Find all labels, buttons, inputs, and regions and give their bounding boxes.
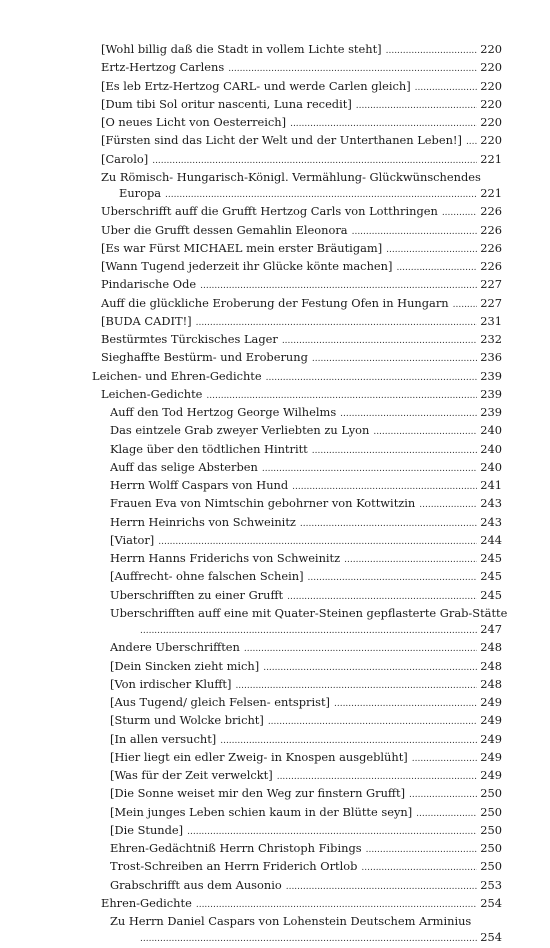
dot-leader (140, 623, 477, 639)
toc-entry-page-number: 220 (480, 133, 502, 148)
toc-entry[interactable] (0, 858, 502, 876)
toc-entry[interactable] (0, 313, 502, 331)
dot-leader (386, 43, 478, 59)
toc-entry-page-number: 226 (480, 222, 502, 237)
toc-entry-title: [Wann Tugend jederzeit ihr Glücke könte machen] (101, 259, 393, 273)
dot-leader (286, 879, 478, 895)
dot-leader (366, 842, 478, 858)
toc-entry-page-number: 248 (480, 658, 502, 673)
toc-entry-title: Herrn Hanns Friderichs von Schweinitz (110, 551, 341, 565)
toc-entry-title: [Auffrecht- ohne falschen Schein] (110, 569, 304, 584)
toc-entry[interactable] (0, 59, 502, 77)
dot-leader (312, 443, 477, 459)
toc-entry[interactable] (0, 222, 502, 240)
toc-entry-title: Ehren-Gedichte (101, 895, 192, 910)
toc-entry-title: [Carolo] (101, 151, 149, 166)
dot-leader (277, 769, 478, 785)
toc-entry-title: Leichen- und Ehren-Gedichte (92, 368, 262, 383)
dot-leader (200, 278, 477, 294)
toc-entry[interactable] (0, 258, 502, 276)
toc-entry[interactable] (0, 276, 502, 294)
toc-entry-title: Uberschrifften auff eine mit Quater-Steinen gepflasterte Grab-Stätte (110, 605, 508, 620)
dot-leader (419, 497, 477, 513)
dot-leader (282, 333, 477, 349)
toc-entry-page-number: 250 (480, 804, 502, 819)
toc-entry-page-number: 239 (480, 405, 502, 419)
toc-entry-title: [Fürsten sind das Licht der Welt und der Unterthanen Leben!] (101, 133, 462, 148)
toc-entry[interactable] (0, 477, 502, 495)
toc-entry-page-number: 249 (480, 695, 502, 709)
dot-leader (152, 153, 477, 169)
toc-entry-title-continuation: Europa (119, 186, 162, 200)
toc-entry-page-number: 236 (480, 350, 502, 365)
dot-leader (290, 116, 477, 132)
toc-entry-title: Auff das selige Absterben (110, 459, 258, 474)
toc-entry[interactable] (0, 441, 502, 459)
toc-entry-title: [Mein junges Leben schien kaum in der Blütte seyn] (110, 804, 413, 819)
toc-entry[interactable] (0, 658, 502, 676)
dot-leader (308, 570, 478, 586)
toc-entry-page-number: 253 (480, 877, 502, 892)
toc-entry-page-number: 243 (480, 514, 502, 529)
toc-entry-page-number: 231 (480, 313, 502, 328)
toc-entry[interactable] (0, 785, 502, 803)
toc-entry-page-number: 226 (480, 204, 502, 219)
toc-entry-page-number: 248 (480, 640, 502, 655)
toc-entry[interactable] (0, 767, 502, 785)
toc-entry[interactable] (0, 913, 502, 948)
toc-entry-page-number: 245 (480, 587, 502, 602)
toc-entry[interactable] (0, 404, 502, 422)
toc-entry[interactable] (0, 151, 502, 169)
toc-entry-page-number: 249 (480, 768, 502, 782)
toc-entry-page-number: 250 (480, 786, 502, 801)
toc-entry-page-number: 254 (480, 930, 502, 945)
toc-entry[interactable] (0, 295, 502, 313)
toc-entry-page-number: 244 (480, 532, 502, 547)
toc-entry-title: [Es war Fürst MICHAEL mein erster Bräutigam] (101, 240, 383, 255)
toc-entry[interactable] (0, 694, 502, 712)
toc-entry-title: [Die Stunde] (110, 822, 184, 837)
toc-entry[interactable] (0, 749, 502, 767)
dot-leader (266, 370, 478, 386)
table-of-contents (0, 41, 550, 948)
toc-entry[interactable] (0, 568, 502, 586)
toc-entry-page-number: 220 (480, 42, 502, 56)
toc-entry[interactable] (0, 840, 502, 858)
toc-entry-page-number: 249 (480, 731, 502, 746)
toc-entry-title: [Viator] (110, 532, 155, 547)
toc-entry-title: Leichen-Gedichte (101, 386, 203, 401)
toc-entry-title: Trost-Schreiben an Herrn Friderich Ortlob (110, 859, 358, 874)
dot-leader (187, 824, 477, 840)
toc-entry[interactable] (0, 639, 502, 657)
toc-entry-title: [Was für der Zeit verwelckt] (110, 768, 273, 782)
toc-entry-title: [Die Sonne weiset mir den Weg zur finstern Grufft] (110, 786, 406, 801)
toc-entry-title: [Hier liegt ein edler Zweig- in Knospen ausgeblüht] (110, 749, 408, 764)
toc-entry[interactable] (0, 514, 502, 532)
dot-leader (206, 388, 477, 404)
toc-entry-page-number: 240 (480, 423, 502, 438)
toc-entry-page-number: 221 (480, 186, 502, 200)
dot-leader (373, 424, 477, 440)
toc-entry-page-number: 220 (480, 60, 502, 75)
toc-entry-title: [Sturm und Wolcke bricht] (110, 713, 264, 728)
toc-entry-title: Grabschrifft aus dem Ausonio (110, 877, 282, 892)
toc-entry[interactable] (0, 422, 502, 440)
toc-entry-page-number: 226 (480, 259, 502, 273)
toc-entry-title: [Von irdischer Klufft] (110, 676, 232, 691)
toc-entry-page-number: 227 (480, 277, 502, 292)
toc-entry-title: [Dum tibi Sol oritur nascenti, Luna recedit] (101, 96, 352, 111)
toc-entry-title: Zu Römisch- Hungarisch-Königl. Vermählung- Glückwünschendes (101, 169, 481, 184)
dot-leader (196, 897, 477, 913)
toc-entry[interactable] (0, 41, 502, 59)
dot-leader (262, 461, 477, 477)
toc-entry[interactable] (0, 203, 502, 221)
toc-entry-title: [O neues Licht von Oesterreich] (101, 115, 287, 129)
toc-entry-page-number: 248 (480, 676, 502, 691)
toc-entry-page-number: 247 (480, 622, 502, 636)
toc-entry-title: Klage über den tödtlichen Hintritt (110, 441, 308, 456)
toc-entry[interactable] (0, 132, 502, 150)
toc-entry-title: Frauen Eva von Nimtschin gebohrner von Kottwitzin (110, 496, 416, 511)
dot-leader (312, 351, 477, 367)
toc-entry-page-number: 221 (480, 151, 502, 166)
toc-entry-page-number: 245 (480, 551, 502, 565)
dot-leader (453, 297, 478, 313)
toc-entry[interactable] (0, 96, 502, 114)
toc-entry-title: [BUDA CADIT!] (101, 313, 192, 328)
toc-entry[interactable] (0, 587, 502, 605)
toc-entry-page-number: 243 (480, 496, 502, 511)
dot-leader (235, 678, 477, 694)
dot-leader (334, 696, 477, 712)
toc-entry-page-number: 240 (480, 459, 502, 474)
dot-leader (340, 406, 477, 422)
toc-entry-page-number: 239 (480, 368, 502, 383)
toc-entry-title: Ehren-Gedächtniß Herrn Christoph Fibings (110, 841, 362, 855)
toc-entry[interactable] (0, 240, 502, 258)
toc-entry-title: Bestürmtes Türckisches Lager (101, 332, 278, 346)
toc-entry-page-number: 220 (480, 115, 502, 129)
toc-entry[interactable] (0, 114, 502, 132)
toc-entry[interactable] (0, 550, 502, 568)
dot-leader (287, 589, 477, 605)
toc-entry[interactable] (0, 78, 502, 96)
toc-entry-page-number: 240 (480, 441, 502, 456)
toc-entry[interactable] (0, 804, 502, 822)
toc-entry-page-number: 250 (480, 859, 502, 874)
toc-entry[interactable] (0, 731, 502, 749)
toc-entry-title: Das eintzele Grab zweyer Verliebten zu Lyon (110, 423, 370, 438)
dot-leader (386, 242, 477, 258)
toc-entry-title: Andere Uberschrifften (110, 640, 240, 655)
toc-entry-title: Auff den Tod Hertzog George Wilhelms (110, 405, 337, 419)
toc-entry[interactable] (0, 532, 502, 550)
toc-entry-page-number: 250 (480, 841, 502, 855)
dot-leader (300, 516, 477, 532)
dot-leader (352, 224, 478, 240)
toc-entry-title: Uberschrifft auff die Grufft Hertzog Carls von Lotthringen (101, 204, 438, 219)
toc-entry-title: Ertz-Hertzog Carlens (101, 60, 225, 75)
toc-entry-title: Herrn Wolff Caspars von Hund (110, 478, 289, 492)
toc-entry[interactable] (0, 495, 502, 513)
toc-entry-page-number: 245 (480, 569, 502, 584)
toc-entry-title: Uber die Grufft dessen Gemahlin Eleonora (101, 222, 348, 237)
toc-entry-page-number: 220 (480, 78, 502, 93)
toc-entry-page-number: 249 (480, 749, 502, 764)
dot-leader (196, 315, 478, 331)
toc-entry[interactable] (0, 877, 502, 895)
toc-entry[interactable] (0, 368, 502, 386)
toc-entry-page-number: 254 (480, 895, 502, 910)
dot-leader (263, 660, 477, 676)
dot-leader (416, 806, 477, 822)
dot-leader (356, 98, 477, 114)
toc-entry-title: Sieghaffte Bestürm- und Eroberung (101, 350, 308, 365)
toc-entry-title: Herrn Heinrichs von Schweinitz (110, 514, 296, 529)
dot-leader (412, 751, 478, 767)
toc-entry[interactable] (0, 895, 502, 913)
dot-leader (409, 787, 477, 803)
toc-entry[interactable] (0, 169, 502, 204)
toc-entry[interactable] (0, 331, 502, 349)
dot-leader (415, 80, 478, 96)
dot-leader (466, 134, 477, 150)
dot-leader (158, 534, 477, 550)
toc-entry-page-number: 239 (480, 386, 502, 401)
toc-entry-page-number: 250 (480, 822, 502, 837)
toc-entry-title: [Dein Sincken zieht mich] (110, 658, 260, 673)
toc-entry-page-number: 232 (480, 332, 502, 346)
dot-leader (442, 205, 477, 221)
toc-entry-title: [Wohl billig daß die Stadt in vollem Lichte steht] (101, 42, 382, 56)
toc-entry-title: [In allen versucht] (110, 731, 217, 746)
dot-leader (220, 733, 477, 749)
toc-entry-title: Pindarische Ode (101, 277, 197, 292)
dot-leader (268, 714, 477, 730)
toc-entry[interactable] (0, 676, 502, 694)
toc-entry[interactable] (0, 459, 502, 477)
toc-entry-title: Auff die glückliche Eroberung der Festung Ofen in Hungarn (101, 295, 449, 310)
toc-entry[interactable] (0, 822, 502, 840)
toc-entry-page-number: 226 (480, 240, 502, 255)
dot-leader (344, 552, 477, 568)
dot-leader (361, 860, 477, 876)
toc-entry-page-number: 227 (480, 295, 502, 310)
toc-entry-page-number: 241 (480, 478, 502, 492)
toc-entry-title: [Aus Tugend/ gleich Felsen- entsprist] (110, 695, 330, 709)
toc-entry-page-number: 249 (480, 713, 502, 728)
toc-entry-title: [Es leb Ertz-Hertzog CARL- und werde Carlen gleich] (101, 78, 411, 93)
dot-leader (165, 187, 477, 203)
dot-leader (292, 479, 477, 495)
dot-leader (396, 260, 477, 276)
dot-leader (228, 61, 477, 77)
toc-entry[interactable] (0, 349, 502, 367)
toc-entry[interactable] (0, 386, 502, 404)
toc-entry[interactable] (0, 605, 508, 640)
toc-entry-title: Zu Herrn Daniel Caspars von Lohenstein Deutschem Arminius (110, 914, 472, 928)
toc-entry-title: Uberschrifften zu einer Grufft (110, 587, 284, 602)
toc-entry[interactable] (0, 712, 502, 730)
dot-leader (140, 931, 477, 947)
toc-entry-page-number: 220 (480, 96, 502, 111)
dot-leader (244, 641, 477, 657)
